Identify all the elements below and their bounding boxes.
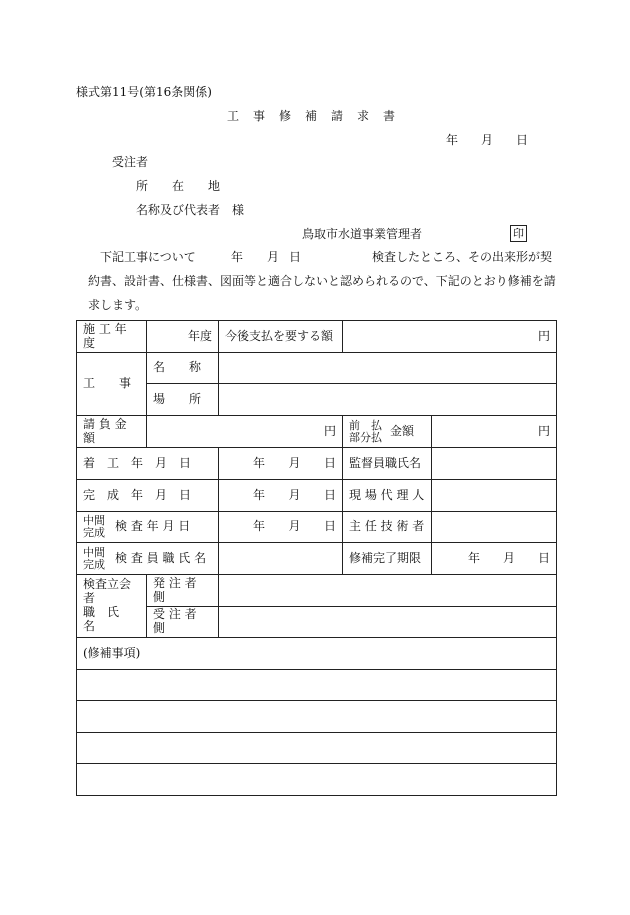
interim-bottom-2: 完成 <box>83 557 105 571</box>
completion-date-label: 完 成 年 月 日 <box>77 480 219 512</box>
interim-completion-label <box>83 515 105 538</box>
contract-amount-label: 請 負 金 額 <box>77 416 147 448</box>
advance-amount-field[interactable] <box>432 416 557 448</box>
witness-top: 検査立会者 <box>83 577 132 606</box>
row-fiscal-year <box>77 321 557 353</box>
recipient-label: 受注者 <box>112 155 149 169</box>
recipient-name-label: 名称及び代表者 様 <box>136 203 245 217</box>
repair-item-line-2[interactable] <box>77 701 557 733</box>
contract-amount-yen: 円 <box>323 423 336 438</box>
advance-amount-yen: 円 <box>538 423 551 438</box>
row-witness-contractor <box>77 607 557 638</box>
inspector-field[interactable] <box>219 543 343 575</box>
inspection-date-field[interactable] <box>219 512 343 543</box>
contractor-side-field[interactable] <box>219 607 557 638</box>
repair-item-line-3[interactable] <box>77 733 557 764</box>
row-witness-orderer <box>77 575 557 607</box>
completion-date-month: 月 <box>288 487 301 502</box>
work-label: 工 事 <box>77 353 147 416</box>
body-line1-month: 月 <box>267 250 280 264</box>
inspector-label <box>77 543 219 575</box>
fiscal-year-label: 施 工 年 度 <box>77 321 147 353</box>
completion-date-year: 年 <box>253 487 266 502</box>
row-start-date <box>77 448 557 480</box>
repair-items-label: (修補事項) <box>77 638 557 670</box>
body-line3: 求します。 <box>88 298 148 312</box>
advance-type-label <box>349 420 382 443</box>
inspection-date-year: 年 <box>253 519 266 534</box>
repair-item-line-1[interactable] <box>77 670 557 701</box>
issuer-name: 鳥取市水道事業管理者 <box>302 227 423 241</box>
repair-item-row <box>77 701 557 733</box>
future-payment-field[interactable] <box>343 321 557 353</box>
site-agent-field[interactable] <box>432 480 557 512</box>
row-inspection-date <box>77 512 557 543</box>
body-line1-day: 日 <box>289 250 302 264</box>
interim-top: 中間 <box>83 514 105 528</box>
repair-item-row <box>77 670 557 701</box>
fiscal-year-field[interactable] <box>147 321 219 353</box>
chief-engineer-label: 主 任 技 術 者 <box>343 512 432 543</box>
orderer-side-label: 発 注 者 側 <box>147 575 219 607</box>
witness-label <box>77 575 147 638</box>
repair-deadline-month: 月 <box>503 550 516 565</box>
start-date-day: 日 <box>323 455 336 470</box>
start-date-month: 月 <box>288 455 301 470</box>
repair-item-line-4[interactable] <box>77 764 557 796</box>
work-place-field[interactable] <box>219 384 557 416</box>
fiscal-year-suffix: 年度 <box>187 328 212 343</box>
body-line2: 約書、設計書、仕様書、図面等と適合しないと認められるので、下記のとおり修補を請 <box>88 274 556 288</box>
date-month: 月 <box>481 133 494 147</box>
amount-label: 金額 <box>390 423 415 438</box>
site-agent-label: 現 場 代 理 人 <box>343 480 432 512</box>
future-payment-label: 今後支払を要する額 <box>219 321 343 353</box>
contract-amount-field[interactable] <box>147 416 343 448</box>
start-date-field[interactable] <box>219 448 343 480</box>
row-completion-date <box>77 480 557 512</box>
row-contract-amount <box>77 416 557 448</box>
form-number: 様式第11号(第16条関係) <box>76 85 212 99</box>
interim-completion-label-2 <box>83 547 105 570</box>
repair-item-row <box>77 733 557 764</box>
inspection-date-label <box>77 512 219 543</box>
interim-bottom: 完成 <box>83 526 105 539</box>
repair-deadline-day: 日 <box>538 550 551 565</box>
witness-bottom: 職 氏 名 <box>83 605 132 633</box>
contractor-side-label: 受 注 者 側 <box>147 607 219 638</box>
completion-date-day: 日 <box>323 487 336 502</box>
inspector-text: 検 査 員 職 氏 名 <box>115 550 207 565</box>
start-date-label: 着 工 年 月 日 <box>77 448 219 480</box>
advance-bottom: 部分払 <box>349 430 382 444</box>
row-work-name <box>77 353 557 384</box>
completion-date-field[interactable] <box>219 480 343 512</box>
repair-deadline-year: 年 <box>468 550 481 565</box>
row-inspector <box>77 543 557 575</box>
body-line1-end: 検査したところ、その出来形が契 <box>372 250 553 264</box>
repair-request-table <box>76 320 557 796</box>
repair-deadline-label: 修補完了期限 <box>343 543 432 575</box>
start-date-year: 年 <box>253 455 266 470</box>
advance-top: 前 払 <box>349 418 382 432</box>
date-day: 日 <box>516 133 529 147</box>
repair-item-row <box>77 764 557 796</box>
work-name-label: 名 称 <box>147 353 219 384</box>
row-work-place <box>77 384 557 416</box>
interim-top-2: 中間 <box>83 545 105 559</box>
document-title: 工 事 修 補 請 求 書 <box>227 109 397 123</box>
supervisor-field[interactable] <box>432 448 557 480</box>
repair-deadline-field[interactable] <box>432 543 557 575</box>
supervisor-label: 監督員職氏名 <box>343 448 432 480</box>
date-year: 年 <box>446 133 459 147</box>
body-line1-start: 下記工事について <box>100 250 196 264</box>
row-repair-items-header <box>77 638 557 670</box>
advance-amount-label <box>343 416 432 448</box>
work-name-field[interactable] <box>219 353 557 384</box>
chief-engineer-field[interactable] <box>432 512 557 543</box>
seal-mark: 印 <box>510 225 527 242</box>
body-line1-year: 年 <box>231 250 244 264</box>
inspection-date-day: 日 <box>323 519 336 534</box>
inspection-date-text: 検 査 年 月 日 <box>115 519 191 534</box>
work-place-label: 場 所 <box>147 384 219 416</box>
inspection-date-month: 月 <box>288 519 301 534</box>
orderer-side-field[interactable] <box>219 575 557 607</box>
future-payment-yen: 円 <box>538 328 551 343</box>
recipient-address-label: 所 在 地 <box>136 179 221 193</box>
